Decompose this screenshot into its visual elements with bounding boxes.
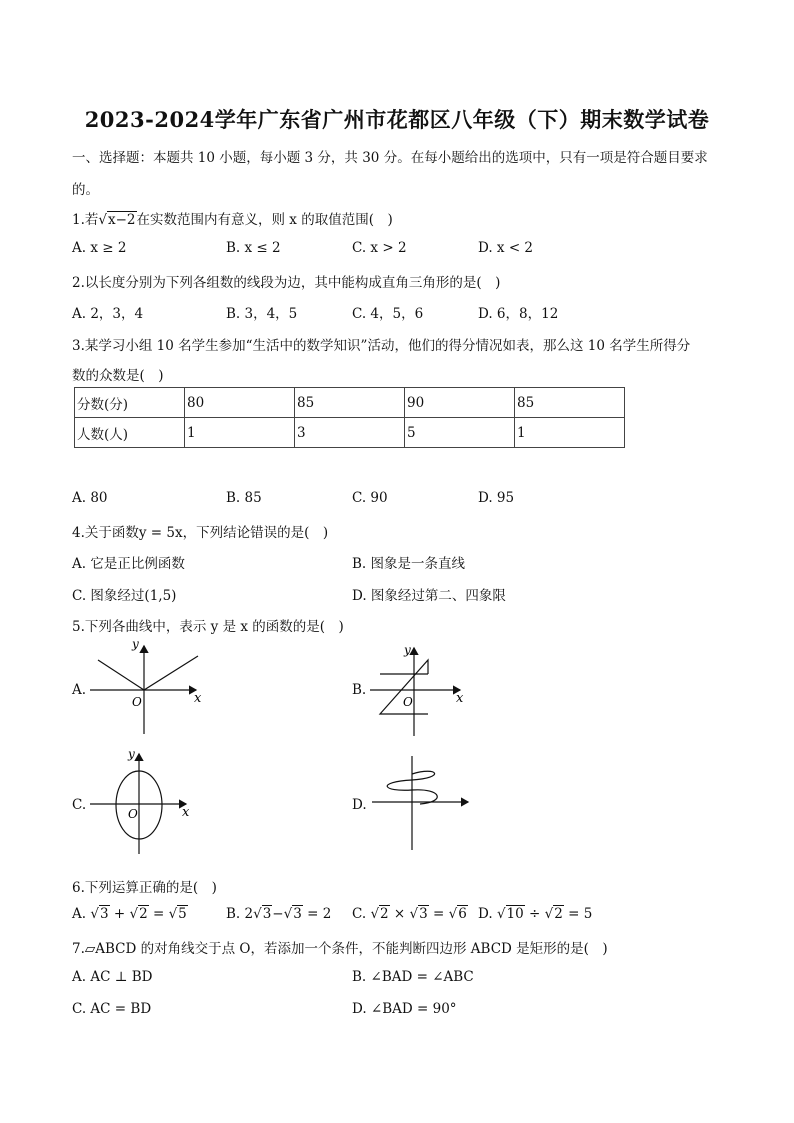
sqrt-symbol: √10 xyxy=(496,906,524,922)
sqrt-symbol: √x−2 xyxy=(98,212,136,228)
q1-suffix: 在实数范围内有意义，则 x 的取值范围( ) xyxy=(136,212,393,228)
q6a-eq: = xyxy=(148,906,169,922)
q6c-label: C. xyxy=(352,906,371,922)
q6c-radicand-3: 6 xyxy=(458,906,467,922)
q5-option-d-label: D. xyxy=(352,797,367,813)
table-cell: 80 xyxy=(185,388,295,418)
question-2-stem: 2.以长度分别为下列各组数的线段为边，其中能构成直角三角形的是( ) xyxy=(72,275,501,291)
question-4-stem: 4.关于函数y = 5x，下列结论错误的是( ) xyxy=(72,525,329,541)
sqrt-symbol: √3 xyxy=(283,906,302,922)
q4-option-c: C. 图象经过(1,5) xyxy=(72,588,177,604)
sqrt-symbol: √2 xyxy=(544,906,563,922)
q1-prefix: 1.若 xyxy=(72,212,99,228)
q7-option-b: B. ∠BAD = ∠ABC xyxy=(352,969,474,985)
question-3-stem-line2: 数的众数是( ) xyxy=(72,368,164,384)
q6d-radicand-2: 2 xyxy=(554,906,563,922)
sqrt-symbol: √5 xyxy=(168,906,187,922)
q7-option-a: A. AC ⊥ BD xyxy=(72,969,153,985)
q4-option-d: D. 图象经过第二、四象限 xyxy=(352,588,506,604)
q3-option-d: D. 95 xyxy=(478,490,515,506)
table-row xyxy=(75,388,625,418)
y-axis-label: y xyxy=(128,747,135,761)
x-axis-label: x xyxy=(182,805,190,820)
table-cell: 分数(分) xyxy=(75,388,185,418)
q1-option-b: B. x ≤ 2 xyxy=(226,240,281,256)
x-axis-label: x xyxy=(194,691,202,706)
table-cell: 90 xyxy=(405,388,515,418)
question-6-stem: 6.下列运算正确的是( ) xyxy=(72,880,217,896)
q6c-op: × xyxy=(389,906,410,922)
q1-radicand: x−2 xyxy=(108,212,136,228)
question-7-stem: 7.▱ABCD 的对角线交于点 O，若添加一个条件，不能判断四边形 ABCD 是矩形的是( ) xyxy=(72,941,608,957)
q6-option-d xyxy=(478,906,592,922)
q6b-radicand-1: 3 xyxy=(262,906,272,922)
q2-option-b: B. 3，4，5 xyxy=(226,306,298,322)
q6-option-c xyxy=(352,906,468,922)
q5-option-c-label: C. xyxy=(72,797,87,813)
q4-option-a: A. 它是正比例函数 xyxy=(72,556,185,572)
question-1-stem xyxy=(72,208,393,228)
q6d-label: D. xyxy=(478,906,497,922)
sqrt-symbol: √2 xyxy=(129,906,148,922)
q6a-radicand-2: 2 xyxy=(139,906,148,922)
page-title: 2023-2024学年广东省广州市花都区八年级（下）期末数学试卷 xyxy=(84,107,710,132)
section-heading-line2: 的。 xyxy=(72,182,99,198)
origin-label: O xyxy=(128,807,138,821)
q6a-label: A. xyxy=(72,906,91,922)
q6d-radicand-1: 10 xyxy=(506,906,524,922)
q2-option-d: D. 6，8，12 xyxy=(478,306,559,322)
q7-option-d: D. ∠BAD = 90° xyxy=(352,1001,457,1017)
q6c-radicand-1: 2 xyxy=(380,906,389,922)
q2-option-c: C. 4，5，6 xyxy=(352,306,424,322)
origin-label: O xyxy=(132,695,142,709)
q6-option-b xyxy=(226,906,331,922)
sqrt-symbol: √6 xyxy=(448,906,467,922)
section-heading-line1: 一、选择题：本题共 10 小题，每小题 3 分，共 30 分。在每小题给出的选项中，只有一项是符合题目要求 xyxy=(72,150,708,166)
score-table xyxy=(74,387,625,448)
q7-option-c: C. AC = BD xyxy=(72,1001,152,1017)
graph-c xyxy=(88,746,198,856)
q6b-op: − xyxy=(272,906,284,922)
q4-option-b: B. 图象是一条直线 xyxy=(352,556,466,572)
y-axis-label: y xyxy=(404,643,411,657)
q6b-eq: = 2 xyxy=(302,906,332,922)
table-cell: 3 xyxy=(295,418,405,448)
graph-b xyxy=(366,640,476,740)
q6a-radicand-3: 5 xyxy=(178,906,187,922)
q1-option-a: A. x ≥ 2 xyxy=(72,240,127,256)
q6d-eq: = 5 xyxy=(563,906,593,922)
table-cell: 85 xyxy=(295,388,405,418)
q6c-radicand-2: 3 xyxy=(419,906,428,922)
table-cell: 5 xyxy=(405,418,515,448)
q6a-radicand-1: 3 xyxy=(99,906,109,922)
q6b-label: B. 2 xyxy=(226,906,254,922)
table-cell: 85 xyxy=(515,388,625,418)
q1-option-c: C. x > 2 xyxy=(352,240,407,256)
table-row xyxy=(75,418,625,448)
x-axis-label: x xyxy=(456,691,464,706)
sqrt-symbol: √3 xyxy=(90,906,109,922)
sqrt-symbol: √3 xyxy=(253,906,272,922)
table-cell: 1 xyxy=(185,418,295,448)
q5-option-b-label: B. xyxy=(352,682,367,698)
sqrt-symbol: √2 xyxy=(370,906,389,922)
q3-option-a: A. 80 xyxy=(72,490,108,506)
q6b-radicand-2: 3 xyxy=(293,906,302,922)
graph-a xyxy=(88,638,218,738)
q6-option-a xyxy=(72,906,188,922)
table-cell: 1 xyxy=(515,418,625,448)
question-5-stem: 5.下列各曲线中，表示 y 是 x 的函数的是( ) xyxy=(72,619,344,635)
q3-option-b: B. 85 xyxy=(226,490,262,506)
y-axis-label: y xyxy=(132,638,139,651)
q6c-eq: = xyxy=(428,906,449,922)
q5-option-a-label: A. xyxy=(72,682,87,698)
q6d-op: ÷ xyxy=(524,906,545,922)
question-3-stem-line1: 3.某学习小组 10 名学生参加“生活中的数学知识”活动，他们的得分情况如表，那么这 10 名学生所得分 xyxy=(72,338,691,354)
table-cell: 人数(人) xyxy=(75,418,185,448)
q2-option-a: A. 2，3，4 xyxy=(72,306,144,322)
origin-label: O xyxy=(403,695,413,709)
q6a-op: + xyxy=(109,906,130,922)
q1-option-d: D. x < 2 xyxy=(478,240,534,256)
q3-option-c: C. 90 xyxy=(352,490,388,506)
graph-d xyxy=(368,752,478,852)
sqrt-symbol: √3 xyxy=(409,906,428,922)
